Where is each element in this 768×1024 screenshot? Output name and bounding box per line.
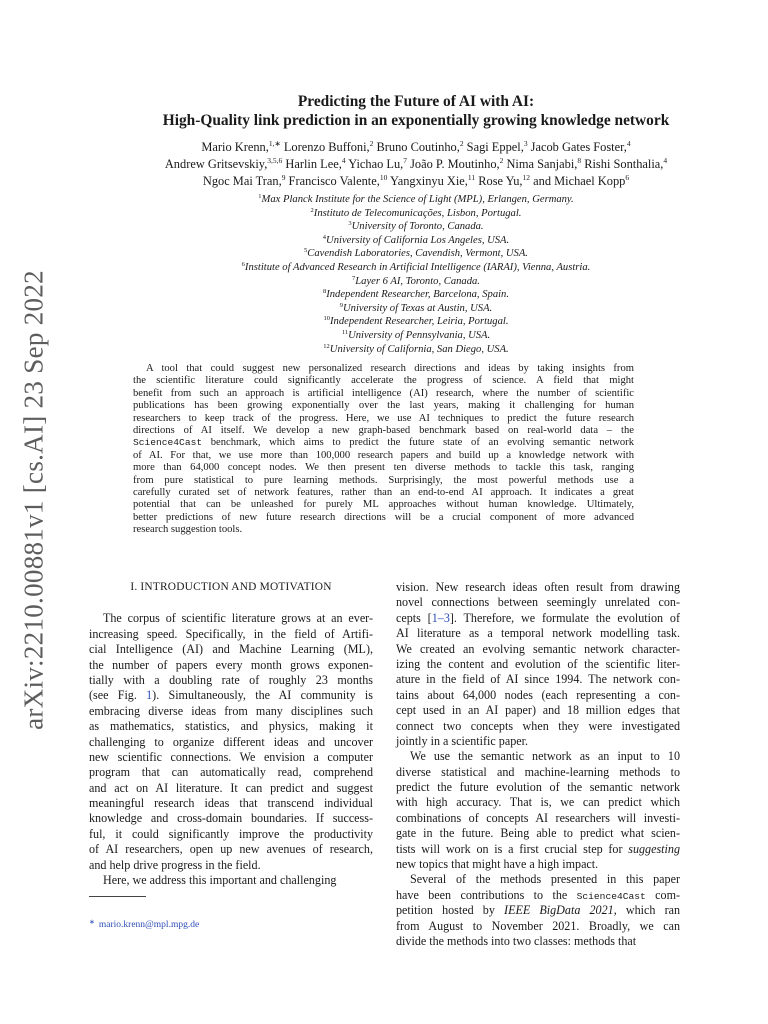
body-text-line: jointly in a scientific paper. <box>396 733 528 748</box>
abstract-line: benefit from such an approach is artificial intelligence (AI) research, where the number of scientific <box>133 387 634 399</box>
body-text-line: tially with a doubling rate of roughly 23 months <box>89 672 373 687</box>
body-text-line: AI literature as a temporal network modelling task. <box>396 626 680 641</box>
arxiv-identifier: arXiv:2210.00881v1 [cs.AI] 23 Sep 2022 <box>18 270 49 730</box>
author-line-2: Andrew Gritsevskiy,$^{3,5,6}$ Harlin Lee,$^4$ Yichao Lu,$^7$ João P. Moutinho,$^2$ Nima Sanjabi,$^8$ Rishi Sonthalia,$^4$ <box>164 156 668 171</box>
affiliation-text: Cavendish Laboratories, Cavendish, Vermont, USA. <box>307 248 528 260</box>
affiliation-text: University of Pennsylvania, USA. <box>348 329 491 341</box>
footnote-mark: ∗ <box>89 918 95 926</box>
affiliation-number: 12 <box>323 342 330 350</box>
abstract-line: researchers to keep track of the progress. Here, we use AI techniques to predict the future research <box>133 412 634 424</box>
affiliation-number: 11 <box>341 328 349 336</box>
abstract <box>133 363 634 537</box>
body-text-line: novel connections between seemingly unrelated con- <box>396 595 680 610</box>
affiliation-number: 1 <box>258 193 262 200</box>
abstract-line: better predictions of new future research directions will be a crucial component of more advanced <box>133 511 634 523</box>
body-text-line: ful, it could significantly improve the productivity <box>89 826 373 841</box>
affiliation-text: Independent Researcher, Leiria, Portugal. <box>330 316 509 328</box>
abstract-line: of AI. For that, we use more than 100,000 research papers and build up a knowledge network with <box>133 449 634 461</box>
affiliation-text: Layer 6 AI, Toronto, Canada. <box>355 275 480 287</box>
body-text-line: izing the content and evolution of the scientific liter- <box>396 656 680 671</box>
body-text-line: knowledge and cross-domain boundaries. If success- <box>89 811 373 826</box>
body-text-line: predict the future evolution of the semantic network <box>396 780 680 795</box>
abstract-line: A tool that could suggest new personalized research directions and ideas by taking insights from <box>146 363 634 374</box>
affiliation-number: 3 <box>348 220 352 228</box>
affiliation-number: 10 <box>323 315 330 323</box>
body-text-line: of AI researchers, open up new avenues of research, <box>89 842 373 857</box>
body-text-line: We use the semantic network as an input to 10 <box>410 749 680 764</box>
body-text-line: petition hosted by IEEE BigData 2021, which ran <box>396 903 680 918</box>
body-text-line: meaningful research ideas that transcend individual <box>89 796 373 811</box>
body-text-line: divide the methods into two classes: methods that <box>396 933 637 948</box>
affiliation-text: Instituto de Telecomunicações, Lisbon, Portugal. <box>313 207 522 219</box>
affiliation-number: 4 <box>322 233 327 241</box>
body-text-line: vision. New research ideas often result from drawing <box>396 580 680 594</box>
body-text-line: (see Fig. 1). Simultaneously, the AI community is <box>89 688 373 703</box>
right-column-body <box>396 580 680 949</box>
body-text-line: and help drive progress in the field. <box>89 857 261 872</box>
body-text-line: connect two concepts when they were investigated <box>396 718 680 733</box>
abstract-line: Science4Cast benchmark, which aims to predict the future state of an evolving semantic network <box>133 437 634 449</box>
abstract-line: the scientific literature could significantly accelerate the progress of science. A field that might <box>133 375 634 387</box>
affiliation-text: University of Texas at Austin, USA. <box>343 302 493 314</box>
author-list <box>80 139 752 190</box>
abstract-line: more than 64,000 concept nodes. We then present ten diverse methods to tackle this task, ranging <box>133 462 634 474</box>
affiliation-text: University of California, San Diego, USA. <box>329 343 509 355</box>
abstract-line: potential that can be unleashed for purely ML approaches without human knowledge. Ultimately, <box>133 499 634 511</box>
body-text-line: tists will work on is a first crucial step for suggesting <box>396 841 680 856</box>
affiliation-number: 5 <box>304 247 308 255</box>
affiliation-12 <box>80 343 752 357</box>
affiliation-10 <box>80 315 752 329</box>
body-text-line: challenging to organize different ideas and uncover <box>89 734 373 749</box>
abstract-line: research suggestion tools. <box>133 524 243 536</box>
affiliation-text: Max Planck Institute for the Science of Light (MPL), Erlangen, Germany. <box>261 194 574 205</box>
affiliation-text: Independent Researcher, Barcelona, Spain. <box>326 289 510 301</box>
abstract-line: publications has been growing exponentially over the last years, making it challenging for human <box>133 400 634 412</box>
body-text-line: increasing speed. Specifically, in the field of Artifi- <box>89 626 373 641</box>
title-line-2: High-Quality link prediction in an exponentially growing knowledge network <box>162 112 670 129</box>
affiliation-4 <box>80 234 752 248</box>
arxiv-identifier-stamp <box>4 270 64 730</box>
affiliation-number: 9 <box>339 301 344 309</box>
body-text-line: gate in the future. Being able to predict what scien- <box>396 826 680 841</box>
left-column-body <box>89 611 373 888</box>
abstract-line: carefully curated set of network features, rather than an end-to-end AI approach. It indicates a great <box>133 487 634 499</box>
body-text-line: from August to November 2021. Broadly, we can <box>396 918 680 933</box>
affiliation-2 <box>80 207 752 221</box>
body-text-line: cial Intelligence (AI) and Machine Learning (ML), <box>89 642 373 657</box>
body-text-line: diverse statistical and machine-learning methods to <box>396 764 680 779</box>
paper-title <box>80 92 752 130</box>
affiliation-1 <box>80 193 752 207</box>
affiliation-9 <box>80 302 752 316</box>
body-text-line: program that can automatically read, comprehend <box>89 765 373 780</box>
body-text-line: have been contributions to the Science4Cast com- <box>396 887 680 902</box>
body-text-line: embracing diverse ideas from many disciplines such <box>89 703 373 718</box>
body-text-line: and act on AI literature. It can predict and suggest <box>89 780 373 795</box>
footnote <box>89 918 199 930</box>
affiliation-list <box>80 193 752 356</box>
affiliation-number: 2 <box>310 206 314 214</box>
affiliation-text: University of California Los Angeles, USA. <box>326 234 510 246</box>
author-line-3: Ngoc Mai Tran,$^9$ Francisco Valente,$^{10}$ Yangxinyu Xie,$^{11}$ Rose Yu,$^{12}$ and Michael Kopp$^6$ <box>202 173 630 188</box>
body-text-line: new topics that might have a high impact. <box>396 857 599 872</box>
affiliation-text: University of Toronto, Canada. <box>351 221 484 233</box>
affiliation-number: 6 <box>241 260 245 268</box>
title-line-1: Predicting the Future of AI with AI: <box>297 93 535 110</box>
body-text-line: cept used in an AI paper) and 18 million edges that <box>396 703 680 718</box>
affiliation-7 <box>80 275 752 289</box>
affiliation-number: 7 <box>352 274 356 282</box>
body-text-line: cepts [1–3]. Therefore, we formulate the evolution of <box>396 610 680 625</box>
body-text-line: combinations of concepts AI researchers will investi- <box>396 810 680 825</box>
body-text-line: Here, we address this important and challenging <box>103 873 337 888</box>
affiliation-3 <box>80 220 752 234</box>
left-column <box>89 580 373 888</box>
author-line-1: Mario Krenn,$^{1,∗}$ Lorenzo Buffoni,$^2$ Bruno Coutinho,$^2$ Sagi Eppel,$^3$ Jacob Gates Foster,$^4$ <box>201 139 631 154</box>
affiliation-text: Institute of Advanced Research in Artificial Intelligence (IARAI), Vienna, Austria. <box>244 261 591 273</box>
body-text-line: ature in the field of AI since 1994. The network con- <box>396 672 680 687</box>
body-text-line: Several of the methods presented in this paper <box>410 872 680 887</box>
right-column <box>396 580 680 949</box>
affiliation-11 <box>80 329 752 343</box>
affiliation-6 <box>80 261 752 275</box>
section-heading: I. INTRODUCTION AND MOTIVATION <box>130 581 332 593</box>
abstract-line: directions of AI itself. We develop a new graph-based benchmark based on real-world data – the <box>133 425 634 437</box>
abstract-line: from pure statistical to pure learning methods. Surprisingly, the most powerful methods use a <box>133 474 634 486</box>
affiliation-8 <box>80 288 752 302</box>
body-text-line: as mathematics, statistics, and physics, making it <box>89 719 373 734</box>
corresponding-email-link[interactable]: mario.krenn@mpl.mpg.de <box>98 920 200 930</box>
footnote-divider <box>89 896 146 897</box>
affiliation-5 <box>80 247 752 261</box>
body-text-line: The corpus of scientific literature grows at an ever- <box>103 611 373 626</box>
affiliation-number: 8 <box>322 288 327 296</box>
body-text-line: tains about 64,000 nodes (each representing a con- <box>396 687 680 702</box>
body-text-line: with high accuracy. That is, we can predict which <box>396 795 680 810</box>
body-text-line: We created an evolving semantic network character- <box>396 641 680 656</box>
body-text-line: the number of papers every month grows exponen- <box>89 657 373 672</box>
body-text-line: new scientific connections. We envision a computer <box>89 749 373 764</box>
